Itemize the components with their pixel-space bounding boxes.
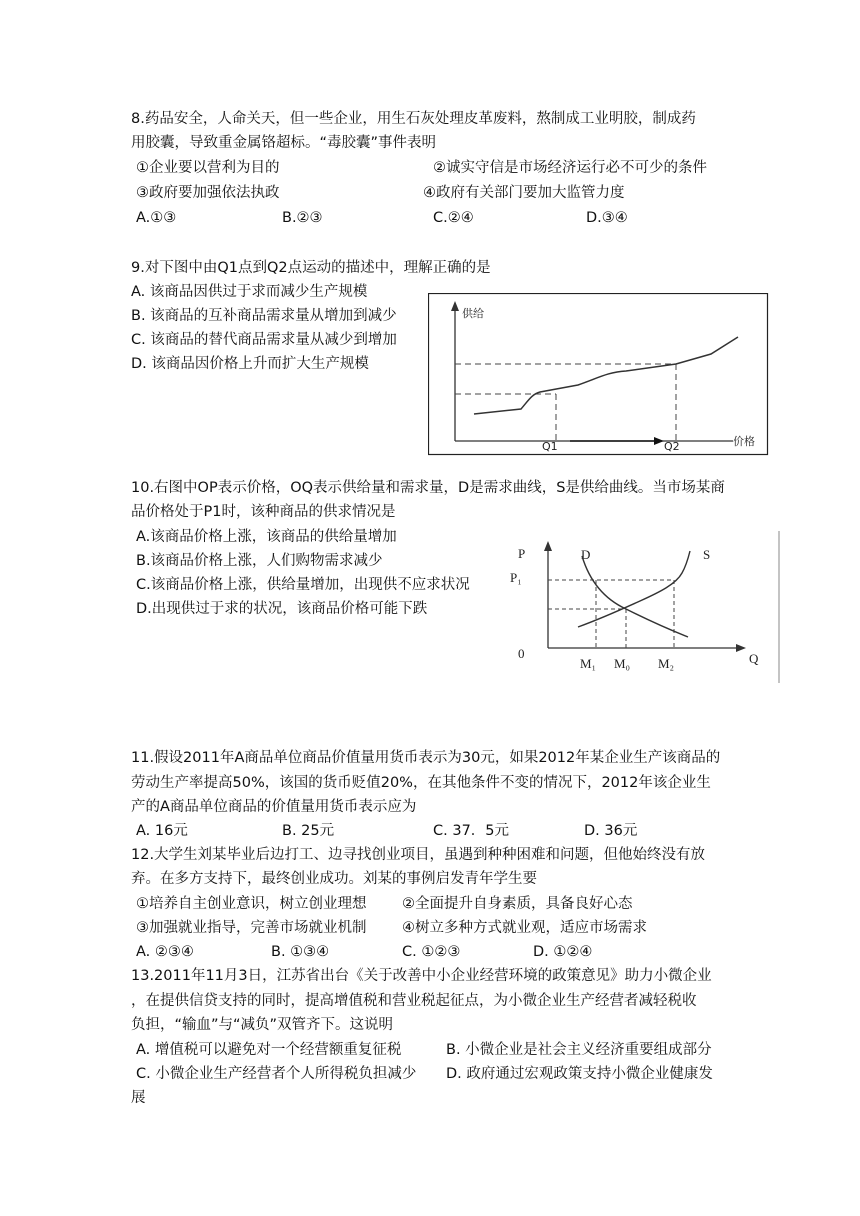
- q11-stem-line1: 11.假设2011年A商品单位商品价值量用货币表示为30元，如果2012年某企业生产该商品的: [131, 750, 721, 766]
- q8-statement-4: ④政府有关部门要加大监管力度: [423, 185, 625, 201]
- q9-label-q2: Q2: [664, 440, 680, 453]
- q10-x-axis-arrow: [736, 644, 746, 652]
- q9-option-a: A. 该商品因供过于求而减少生产规模: [131, 284, 368, 300]
- q10-option-a: A.该商品价格上涨，该商品的供给量增加: [136, 529, 397, 545]
- q11-stem-line3: 产的A商品单位商品的价值量用货币表示应为: [131, 799, 417, 815]
- q10-option-c: C.该商品价格上涨，供给量增加，出现供不应求状况: [136, 577, 470, 593]
- q8-stem-line2: 用胶囊，导致重金属铬超标。“毒胶囊”事件表明: [131, 135, 437, 151]
- q12-statement-3: ③加强就业指导，完善市场就业机制: [136, 920, 367, 936]
- q12-stem-line2: 弃。在多方支持下，最终创业成功。刘某的事例启发青年学生要: [131, 871, 537, 887]
- q13-stem-line1: 13.2011年11月3日，江苏省出台《关于改善中小企业经营环境的政策意见》助力小微企业: [131, 968, 712, 984]
- q11-option-a: A. 16元: [136, 823, 188, 839]
- q13-option-c: C. 小微企业生产经营者个人所得税负担减少: [136, 1066, 417, 1082]
- q13-stem-line3: 负担，“输血”与“减负”双管齐下。这说明: [131, 1017, 394, 1033]
- q8-option-b: B.②③: [282, 210, 323, 226]
- q10-demand-curve: [582, 556, 688, 637]
- q8-statement-2: ②诚实守信是市场经济运行必不可少的条件: [433, 160, 707, 176]
- q10-label-origin: 0: [518, 646, 525, 661]
- q9-supply-chart: [428, 293, 769, 456]
- q11-option-c: C. 37．5元: [433, 823, 510, 839]
- q10-y-axis-arrow: [544, 541, 552, 551]
- q10-label-m2: M₂: [658, 656, 675, 671]
- q12-stem-line1: 12.大学生刘某毕业后边打工、边寻找创业项目，虽遇到种种困难和问题，但他始终没有放: [131, 847, 706, 863]
- q11-option-b: B. 25元: [282, 823, 335, 839]
- q8-option-a: A.①③: [136, 210, 177, 226]
- q12-option-a: A. ②③④: [136, 944, 194, 960]
- q10-label-s: S: [703, 547, 711, 562]
- q11-option-d: D. 36元: [584, 823, 638, 839]
- q9-option-d: D. 该商品因价格上升而扩大生产规模: [131, 356, 369, 372]
- q8-option-d: D.③④: [586, 210, 628, 226]
- q10-label-p: P: [518, 546, 526, 561]
- q12-option-d: D. ①②④: [533, 944, 593, 960]
- q8-statement-1: ①企业要以营利为目的: [136, 160, 280, 176]
- q9-option-c: C. 该商品的替代商品需求量从减少到增加: [131, 332, 397, 348]
- q13-stem-line2: ，在提供信贷支持的同时，提高增值税和营业税起征点，为小微企业生产经营者减轻税收: [131, 993, 697, 1009]
- q10-label-p1: P₁: [510, 570, 522, 585]
- q10-supply-curve: [578, 551, 690, 627]
- q9-y-axis-label: 供给: [462, 307, 484, 320]
- q11-stem-line2: 劳动生产率提高50%，该国的货币贬值20%，在其他条件不变的情况下，2012年该企业生: [131, 775, 711, 791]
- q12-statement-4: ④树立多种方式就业观，适应市场需求: [402, 920, 647, 936]
- q12-option-b: B. ①③④: [271, 944, 330, 960]
- q10-label-q: Q: [749, 651, 759, 666]
- q13-option-d-line2: 展: [131, 1090, 146, 1106]
- q9-option-b: B. 该商品的互补商品需求量从增加到减少: [131, 308, 397, 324]
- q9-stem: 9.对下图中由Q1点到Q2点运动的描述中，理解正确的是: [131, 260, 491, 276]
- q10-option-d: D.出现供过于求的状况，该商品价格可能下跌: [136, 601, 428, 617]
- q10-option-b: B.该商品价格上涨，人们购物需求减少: [136, 553, 383, 569]
- q10-label-m0: M₀: [614, 656, 631, 671]
- q8-option-c: C.②④: [433, 210, 474, 226]
- q10-label-m1: M₁: [580, 656, 597, 671]
- q8-stem-line1: 8.药品安全，人命关天，但一些企业，用生石灰处理皮革废料，熬制成工业明胶，制成药: [131, 111, 696, 127]
- q9-x-axis-label: 价格: [733, 435, 755, 448]
- q13-option-b: B. 小微企业是社会主义经济重要组成部分: [446, 1042, 712, 1058]
- q10-label-d: D: [581, 547, 591, 562]
- q13-option-d-line1: D. 政府通过宏观政策支持小微企业健康发: [446, 1066, 713, 1082]
- q9-label-q1: Q1: [542, 440, 558, 453]
- q10-supply-demand-chart: [500, 531, 785, 683]
- q8-statement-3: ③政府要加强依法执政: [136, 185, 280, 201]
- q10-stem-line1: 10.右图中OP表示价格，OQ表示供给量和需求量，D是需求曲线，S是供给曲线。当市场某商: [131, 480, 725, 496]
- q10-stem-line2: 品价格处于P1时，该种商品的供求情况是: [131, 504, 396, 520]
- q12-option-c: C. ①②③: [402, 944, 461, 960]
- q12-statement-2: ②全面提升自身素质，具备良好心态: [402, 896, 633, 912]
- q12-statement-1: ①培养自主创业意识，树立创业理想: [136, 896, 367, 912]
- q13-option-a: A. 增值税可以避免对一个经营额重复征税: [136, 1042, 402, 1058]
